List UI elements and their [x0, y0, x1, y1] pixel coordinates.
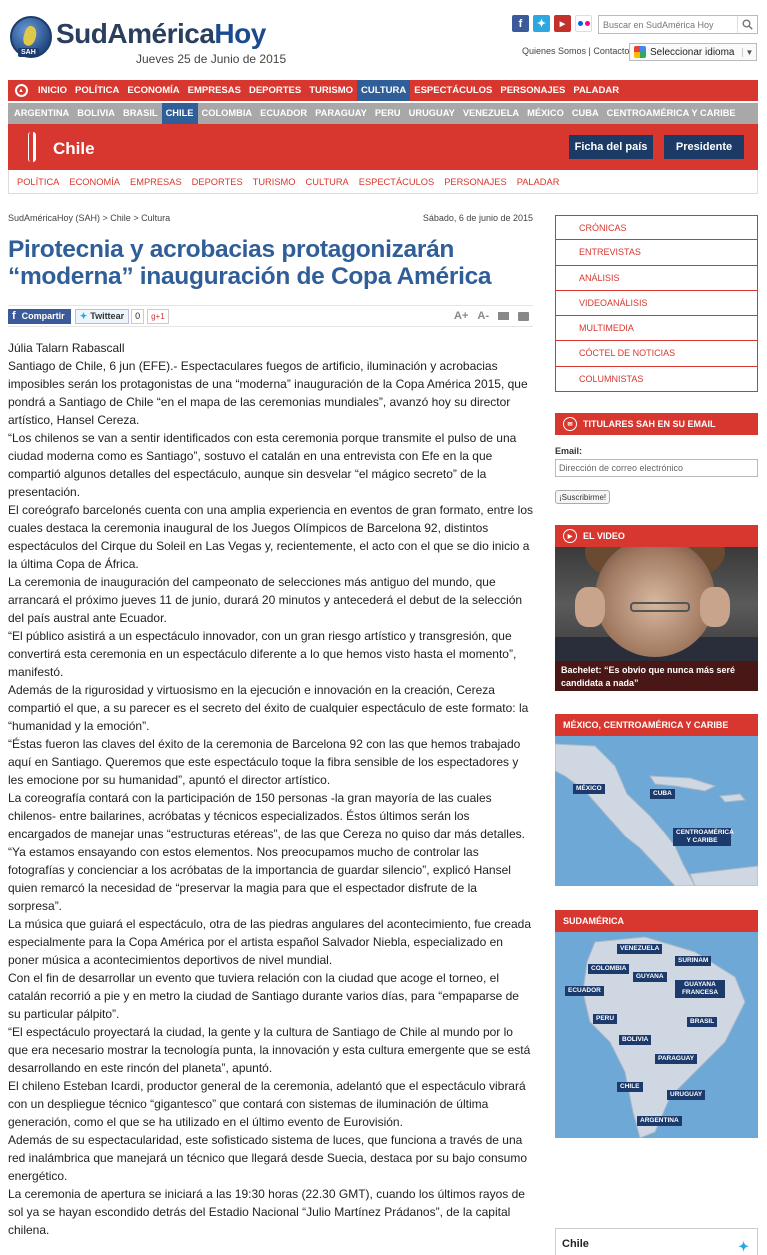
article-paragraph: La coreografía contará con la participación de 150 personas -la gran mayoría de las cuales chilenos- entre bailarines, acróbatas y técnicos especializados. Éstos últimos serán los encargados de manejar unas “estructuras etéreas”, de las que Cereza no quiso dar más detalles. — [8, 791, 525, 841]
logo-text — [56, 18, 266, 50]
newsletter-title: TITULARES SAH EN SU EMAIL — [583, 419, 716, 429]
search-box — [598, 15, 758, 34]
nav-item-deportes[interactable]: DEPORTES — [248, 85, 302, 96]
top-links — [522, 46, 629, 56]
newsletter-header — [555, 413, 758, 435]
section-personajes[interactable]: PERSONAJES — [444, 176, 507, 187]
section-turismo[interactable]: TURISMO — [252, 176, 296, 187]
map2-land-icon — [555, 932, 758, 1138]
nav-item-politica[interactable]: POLÍTICA — [75, 85, 120, 96]
breadcrumb-cultura[interactable]: Cultura — [141, 213, 171, 223]
section-empresas[interactable]: EMPRESAS — [130, 176, 182, 187]
font-decrease-button[interactable]: A- — [477, 310, 489, 322]
twitter-icon[interactable]: ✦ — [533, 15, 550, 32]
map-label-paraguay[interactable]: PARAGUAY — [655, 1054, 697, 1064]
chile-box-title: Chile — [562, 1238, 589, 1250]
twitter-bird-icon: ✦ — [79, 310, 88, 321]
map1-header — [555, 714, 758, 736]
country-name: Chile — [53, 139, 95, 158]
tweet-button[interactable] — [75, 309, 129, 324]
section-paladar[interactable]: PALADAR — [516, 176, 560, 187]
video-title: EL VIDEO — [583, 531, 625, 541]
youtube-icon[interactable]: ▶ — [554, 15, 571, 32]
breadcrumb-sep: > — [130, 213, 142, 223]
search-input[interactable] — [599, 20, 737, 30]
country-item-mexico[interactable]: MÉXICO — [527, 108, 564, 118]
country-item-paraguay[interactable]: PARAGUAY — [315, 108, 367, 118]
map-mexico-caribe[interactable] — [555, 736, 758, 886]
nav-item-turismo[interactable]: TURISMO — [309, 85, 354, 96]
chevron-down-icon: ▼ — [742, 48, 756, 57]
flickr-icon[interactable] — [575, 15, 592, 32]
map-label-surinam[interactable]: SURINAM — [675, 956, 711, 966]
article-body — [8, 339, 533, 1239]
country-item-centroamerica[interactable]: CENTROAMÉRICA Y CARIBE — [606, 108, 736, 118]
link-contacto[interactable]: Contacto — [593, 46, 630, 56]
article-paragraph: “Éstas fueron las claves del éxito de la ceremonia de Barcelona 92 con las que hemos trabajado aquí en Santiago. Queremos que este espectáculo toque la fibra sensible de los espectadores y les emocione por su humanidad”, apuntó el director artístico. — [8, 737, 521, 787]
country-banner — [8, 124, 758, 170]
map-label-guayana-francesa[interactable]: GUAYANA FRANCESA — [675, 980, 725, 998]
section-cultura[interactable]: CULTURA — [305, 176, 349, 187]
site-logo[interactable] — [8, 10, 298, 70]
article-paragraph: Además de su espectacularidad, este sofisticado sistema de luces, que funciona a través de una red inalámbrica que manejará un técnico que llegará desde Suecia, destaca por su bajo consumo energético. — [8, 1133, 527, 1183]
article-paragraph: “El público asistirá a un espectáculo innovador, con un gran riesgo artístico y transgresión, que convertirá esta ceremonia en un espectáculo diferente a lo que hemos visto hasta el momento”, manifestó. — [8, 629, 517, 679]
article-paragraph: “El espectáculo proyectará la ciudad, la gente y la cultura de Santiago de Chile al mundo por lo que era necesario mostrar la tecnología punta, la innovación y esta cultura emergente que se está desarrollando en este rincón del planeta”, apuntó. — [8, 1025, 531, 1075]
map-label-uruguay[interactable]: URUGUAY — [667, 1090, 705, 1100]
article-paragraph: “Los chilenos se van a sentir identificados con esta ceremonia porque transmite el pulso de una ciudad moderna como es Santiago”, sostuvo el catalán en una entrevista con Efe en la que compartió algunos detalles del espectáculo, aunque sin desvelar “el mágico secreto” de la presentación. — [8, 431, 517, 499]
country-section-nav — [8, 170, 758, 194]
nav-item-cultura[interactable]: CULTURA — [357, 80, 410, 101]
chile-twitter-box — [555, 1228, 758, 1255]
section-economia[interactable]: ECONOMÍA — [69, 176, 120, 187]
article-paragraph: Con el fin de desarrollar un evento que tuviera relación con la ciudad que acoge el torneo, el catalán recorrió a pie y en metro la ciudad de Santiago durante varios días, para “empaparse de su particular pálpito”. — [8, 971, 519, 1021]
breadcrumb-sep: > — [100, 213, 111, 223]
map-label-bolivia[interactable]: BOLIVIA — [619, 1035, 651, 1045]
facebook-share-label: Compartir — [21, 311, 65, 321]
map1-land-icon — [555, 736, 758, 886]
article-paragraph: La ceremonia de inauguración del campeonato de selecciones más antiguo del mundo, que arrancará el próximo jueves 11 de junio, durará 20 minutos y antecederá el debut de la selección del país austral ante Ecuador. — [8, 575, 523, 625]
email-field[interactable] — [555, 459, 758, 477]
map-label-cuba[interactable]: CUBA — [650, 789, 675, 799]
nav-item-paladar[interactable]: PALADAR — [573, 85, 620, 96]
chile-map-icon — [28, 132, 36, 162]
sidebar-item-cronicas[interactable]: CRÓNICAS — [555, 215, 758, 240]
country-item-colombia[interactable]: COLOMBIA — [201, 108, 253, 118]
map-label-brasil[interactable]: BRASIL — [687, 1017, 717, 1027]
country-nav — [8, 103, 758, 124]
article-paragraph: La ceremonia de apertura se iniciará a las 19:30 horas (22.30 GMT), cuando los últimos rayos de sol ya se hayan escondido detrás del Estadio Nacional “Julio Martínez Prádanos”, de la capital chilena. — [8, 1187, 525, 1237]
nav-item-espectaculos[interactable]: ESPECTÁCULOS — [414, 85, 493, 96]
header-date: Jueves 25 de Junio de 2015 — [136, 52, 287, 66]
map-label-colombia[interactable]: COLOMBIA — [588, 964, 629, 974]
language-select-label: Seleccionar idioma — [650, 46, 735, 58]
link-separator: | — [586, 46, 594, 56]
facebook-icon: f — [12, 310, 16, 322]
facebook-icon[interactable]: f — [512, 15, 529, 32]
tweet-count: 0 — [131, 309, 144, 324]
breadcrumb-chile[interactable]: Chile — [110, 213, 131, 223]
article-paragraph: “Ya estamos ensayando con estos elementos. Nos preocupamos mucho de controlar las fotografías y concienciar a los acróbatas de la importancia de guardar silencio”, explicó Hansel quien remarcó la necesidad de “preservar la magia para que el espectador disfrute de la sorpresa”. — [8, 845, 511, 913]
breadcrumb-home[interactable]: SudAméricaHoy (SAH) — [8, 213, 101, 223]
home-icon[interactable]: ▲ — [8, 80, 34, 101]
language-select[interactable] — [629, 43, 757, 61]
video-thumbnail[interactable] — [555, 547, 758, 691]
tweet-label: Twittear — [90, 311, 125, 321]
country-item-ecuador[interactable]: ECUADOR — [260, 108, 308, 118]
map2-header — [555, 910, 758, 932]
logo-hoy: Hoy — [214, 18, 266, 49]
logo-badge: SAH — [18, 48, 39, 57]
country-item-uruguay[interactable]: URUGUAY — [408, 108, 455, 118]
sidebar-item-videoanalisis[interactable]: VIDEOANÁLISIS — [555, 291, 758, 316]
twitter-icon[interactable]: ✦ — [738, 1239, 749, 1254]
breadcrumb — [8, 213, 170, 223]
map-label-argentina[interactable]: ARGENTINA — [637, 1116, 682, 1126]
map-label-mexico[interactable]: MÉXICO — [573, 784, 605, 794]
sidebar-menu — [555, 215, 758, 392]
google-plus-button[interactable]: g+1 — [147, 309, 169, 324]
sidebar-item-columnistas[interactable]: COLUMNISTAS — [555, 367, 758, 392]
video-caption[interactable]: Bachelet: “Es obvio que nunca más seré candidata a nada” — [555, 661, 758, 691]
sidebar-item-coctel[interactable]: CÓCTEL DE NOTICIAS — [555, 341, 758, 366]
article-author: Júlia Talarn Rabascall — [8, 341, 125, 355]
map-label-guyana[interactable]: GUYANA — [633, 972, 667, 982]
country-item-cuba[interactable]: CUBA — [571, 108, 599, 118]
map1-title: MÉXICO, CENTROAMÉRICA Y CARIBE — [563, 720, 729, 730]
section-espectaculos[interactable]: ESPECTÁCULOS — [358, 176, 435, 187]
link-quienes-somos[interactable]: Quienes Somos — [522, 46, 587, 56]
article-title: Pirotecnia y acrobacias protagonizarán “moderna” inauguración de Copa América — [8, 236, 492, 290]
nav-item-empresas[interactable]: EMPRESAS — [187, 85, 241, 96]
map-label-ecuador[interactable]: ECUADOR — [565, 986, 604, 996]
sidebar-item-multimedia[interactable]: MULTIMEDIA — [555, 316, 758, 341]
social-links — [512, 15, 592, 32]
country-item-chile[interactable]: CHILE — [162, 103, 198, 124]
article-paragraph: El coreógrafo barcelonés cuenta con una amplia experiencia en eventos de gran formato, entre los cuales destaca la ceremonia inaugural de los Juegos Olímpicos de Barcelona 92, distintos espectáculos del Cirque du Soleil en Las Vegas y, recientemente, el acto con el que se dio inicio a la última Copa de África. — [8, 503, 533, 571]
google-icon — [634, 46, 646, 58]
print-icon[interactable] — [518, 312, 529, 321]
ficha-pais-button[interactable]: Ficha del país — [569, 135, 653, 159]
section-politica[interactable]: POLÍTICA — [17, 176, 60, 187]
country-item-brasil[interactable]: BRASIL — [122, 108, 158, 118]
video-header — [555, 525, 758, 547]
map-sudamerica[interactable] — [555, 932, 758, 1138]
country-item-bolivia[interactable]: BOLIVIA — [77, 108, 115, 118]
sidebar-item-entrevistas[interactable]: ENTREVISTAS — [555, 240, 758, 265]
email-icon[interactable] — [498, 312, 509, 320]
country-item-argentina[interactable]: ARGENTINA — [14, 108, 70, 118]
article-paragraph: El chileno Esteban Icardi, productor general de la ceremonia, adelantó que el espectáculo vibrará con un despliegue técnico “gigantesco” que contará con sistemas de iluminación de última generación, como el que se ha utilizado en el último evento de Eurovisión. — [8, 1079, 526, 1129]
article-paragraph: Santiago de Chile, 6 jun (EFE).- Espectaculares fuegos de artificio, iluminación y acrobacias imposibles serán los protagonistas de una “moderna” inauguración de la Copa América 2015, que pondrá a Santiago de Chile “en el mapa de las ceremonias mundiales”, avanzó hoy su director artístico, Hansel Cereza. — [8, 359, 528, 427]
section-deportes[interactable]: DEPORTES — [191, 176, 243, 187]
article-paragraph: Además de la rigurosidad y virtuosismo en la ejecución e innovación en la creación, Cereza compartió el que, a su parecer es el secreto del éxito de cualquier espectáculo de este formato: la “humanidad y la emoción”. — [8, 683, 529, 733]
nav-item-economia[interactable]: ECONOMÍA — [127, 85, 180, 96]
map-label-chile[interactable]: CHILE — [617, 1082, 643, 1092]
mail-icon: ✉ — [563, 417, 577, 431]
logo-main: SudAmérica — [56, 18, 215, 49]
nav-item-personajes[interactable]: PERSONAJES — [500, 85, 566, 96]
sidebar-item-analisis[interactable]: ANÁLISIS — [555, 266, 758, 291]
presidente-button[interactable]: Presidente — [664, 135, 744, 159]
map-label-venezuela[interactable]: VENEZUELA — [617, 944, 662, 954]
map2-title: SUDAMÉRICA — [563, 916, 625, 926]
font-increase-button[interactable]: A+ — [454, 310, 469, 322]
country-item-venezuela[interactable]: VENEZUELA — [462, 108, 520, 118]
share-bar — [8, 305, 533, 327]
facebook-share-button[interactable] — [8, 309, 71, 324]
search-icon[interactable] — [737, 16, 757, 33]
article-paragraph: La música que guiará el espectáculo, otra de las piedras angulares del acontecimiento, fue creada especialmente para la Copa América por el artista español Salvador Niebla, especializado en poner música a acontecimientos deportivos de nivel mundial. — [8, 917, 531, 967]
country-item-peru[interactable]: PERU — [374, 108, 401, 118]
subscribe-button[interactable]: ¡Suscribirme! — [555, 490, 610, 504]
map-label-peru[interactable]: PERU — [593, 1014, 617, 1024]
article-date: Sábado, 6 de junio de 2015 — [422, 213, 533, 223]
nav-item-inicio[interactable]: INICIO — [38, 85, 68, 96]
article-tools — [454, 310, 533, 322]
play-icon: ▶ — [563, 529, 577, 543]
email-label: Email: — [555, 446, 583, 456]
map-label-centroamerica[interactable]: CENTROAMÉRICA Y CARIBE — [673, 828, 731, 846]
main-nav — [8, 80, 758, 101]
